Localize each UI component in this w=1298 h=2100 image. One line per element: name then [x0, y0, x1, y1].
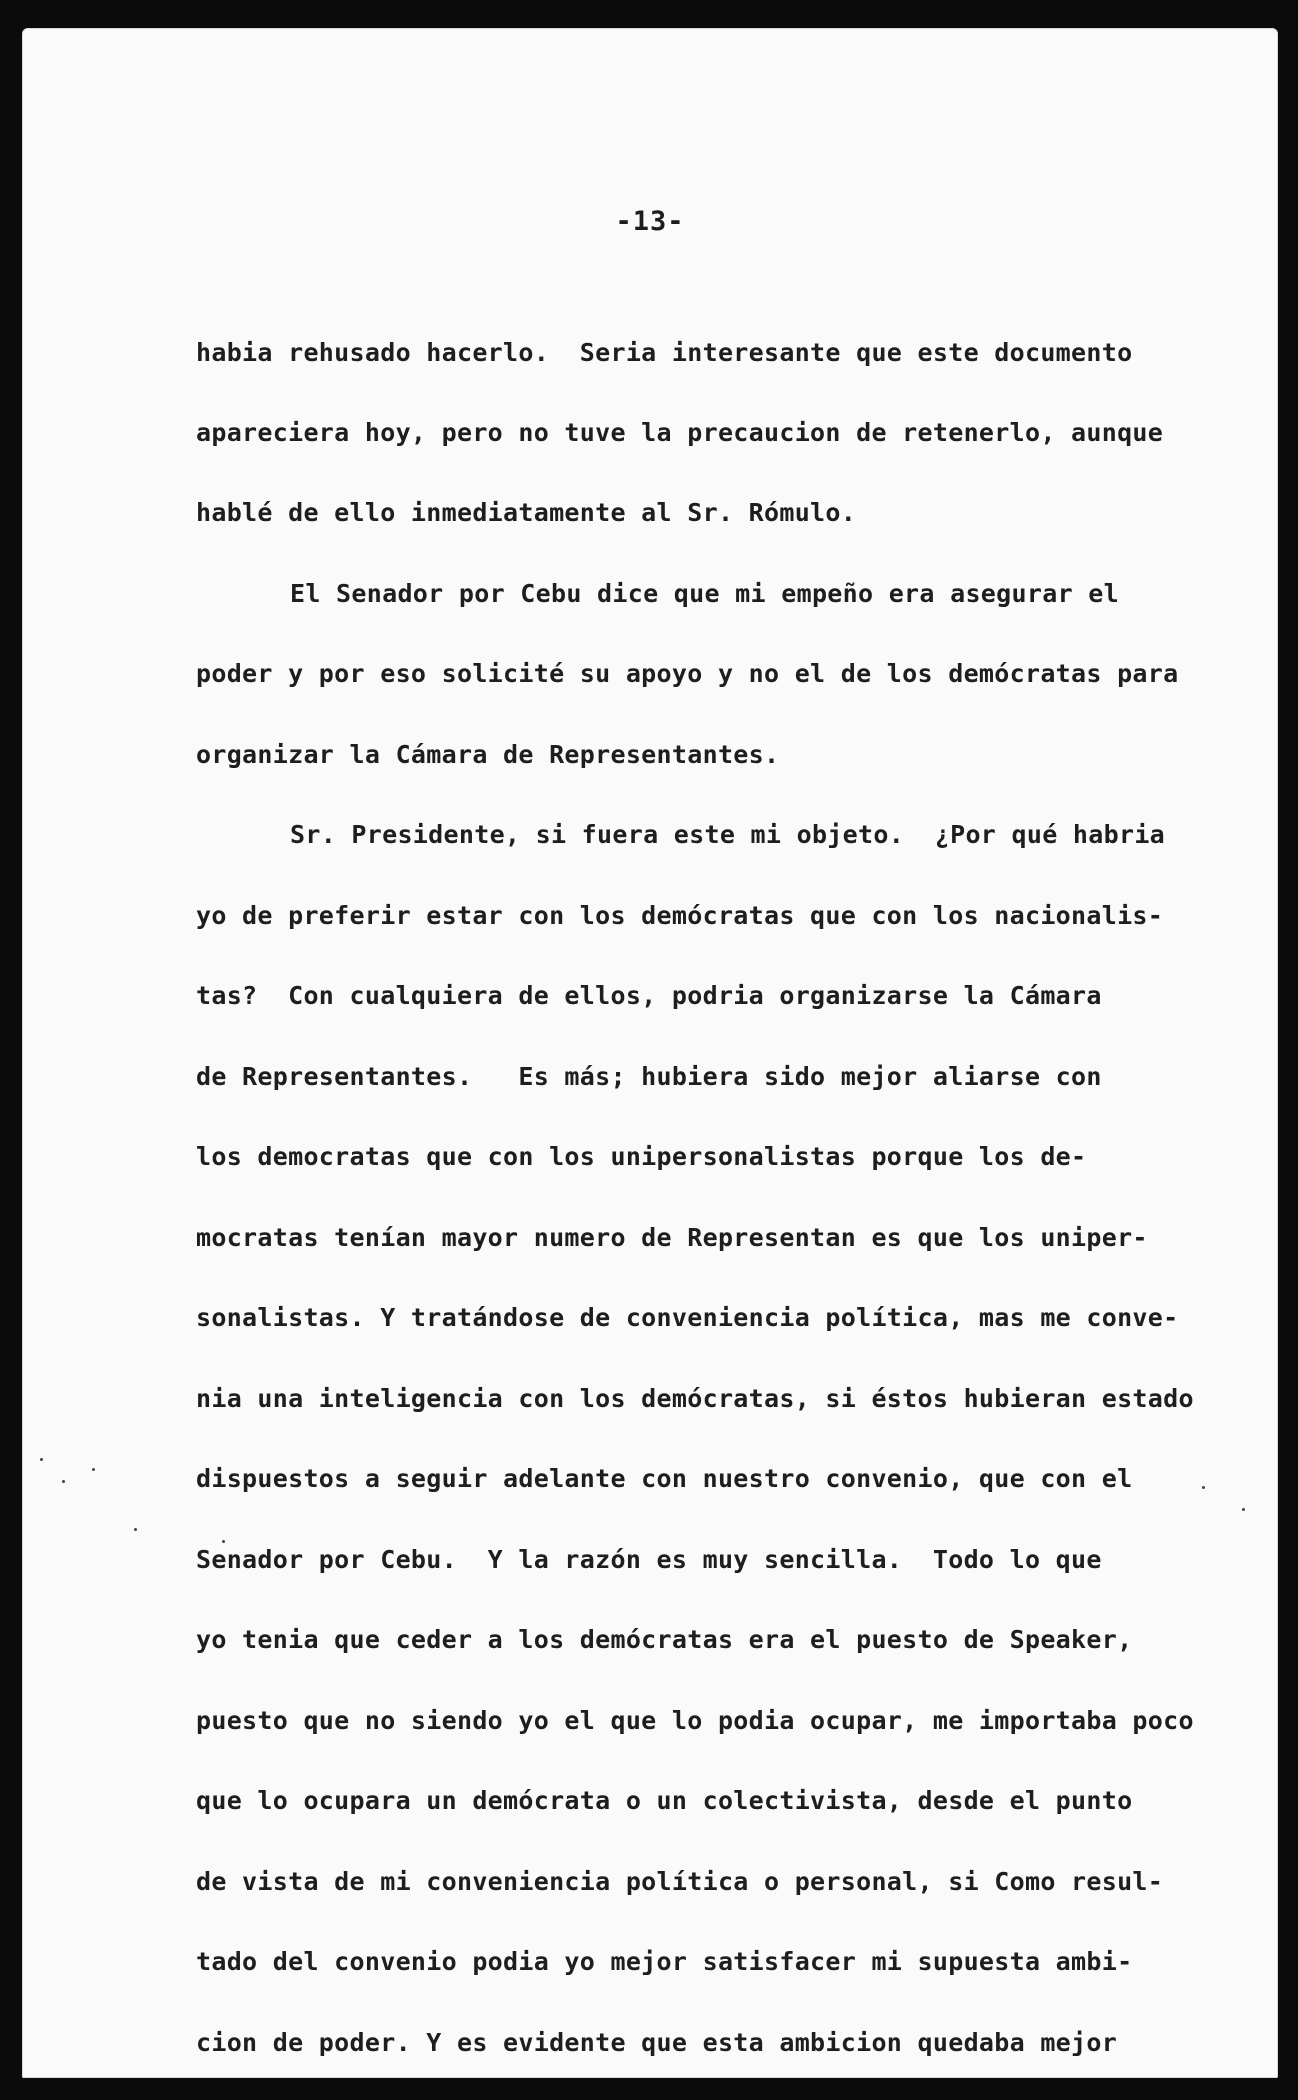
text-line: El Senador por Cebu dice que mi empeño era asegurar el [290, 579, 1119, 608]
ink-speck [134, 1528, 137, 1531]
text-line: dispuestos a seguir adelante con nuestro convenio, que con el [196, 1464, 1133, 1493]
text-line: habia rehusado hacerlo. Seria interesante que este documento [196, 338, 1133, 367]
text-line: los democratas que con los unipersonalistas porque los de- [196, 1142, 1087, 1171]
text-line: tas? Con cualquiera de ellos, podria organizarse la Cámara [196, 981, 1102, 1010]
text-line: que lo ocupara un demócrata o un colectivista, desde el punto [196, 1786, 1133, 1815]
page-number: -13- [615, 206, 685, 237]
text-line: yo tenia que ceder a los demócratas era el puesto de Speaker, [196, 1625, 1133, 1654]
text-line: de vista de mi conveniencia política o personal, si Como resul- [196, 1867, 1164, 1896]
text-line: Sr. Presidente, si fuera este mi objeto. ¿Por qué habria [290, 820, 1166, 849]
ink-speck [1242, 1508, 1245, 1511]
ink-speck [222, 1540, 225, 1543]
text-line: tado del convenio podia yo mejor satisfacer mi supuesta ambi- [196, 1947, 1133, 1976]
ink-speck [1202, 1486, 1205, 1489]
text-line: nia una inteligencia con los demócratas, si éstos hubieran estado [196, 1384, 1194, 1413]
text-line: cion de poder. Y es evidente que esta ambicion quedaba mejor [196, 2028, 1118, 2057]
text-line: yo de preferir estar con los demócratas que con los nacionalis- [196, 901, 1164, 930]
ink-speck [62, 1480, 65, 1483]
text-line: de Representantes. Es más; hubiera sido mejor aliarse con [196, 1062, 1102, 1091]
text-line: poder y por eso solicité su apoyo y no el de los demócratas para [196, 659, 1179, 688]
text-line: organizar la Cámara de Representantes. [196, 740, 780, 769]
text-line: sonalistas. Y tratándose de conveniencia política, mas me conve- [196, 1303, 1179, 1332]
text-line: Senador por Cebu. Y la razón es muy sencilla. Todo lo que [196, 1545, 1102, 1574]
text-line: hablé de ello inmediatamente al Sr. Rómulo. [196, 498, 857, 527]
text-line: puesto que no siendo yo el que lo podia ocupar, me importaba poco [196, 1706, 1194, 1735]
text-line: apareciera hoy, pero no tuve la precaucion de retenerlo, aunque [196, 418, 1164, 447]
ink-speck [92, 1468, 95, 1471]
text-line: mocratas tenían mayor numero de Representan es que los uniper- [196, 1223, 1148, 1252]
ink-speck [40, 1458, 43, 1461]
typewritten-page [22, 28, 1278, 2078]
